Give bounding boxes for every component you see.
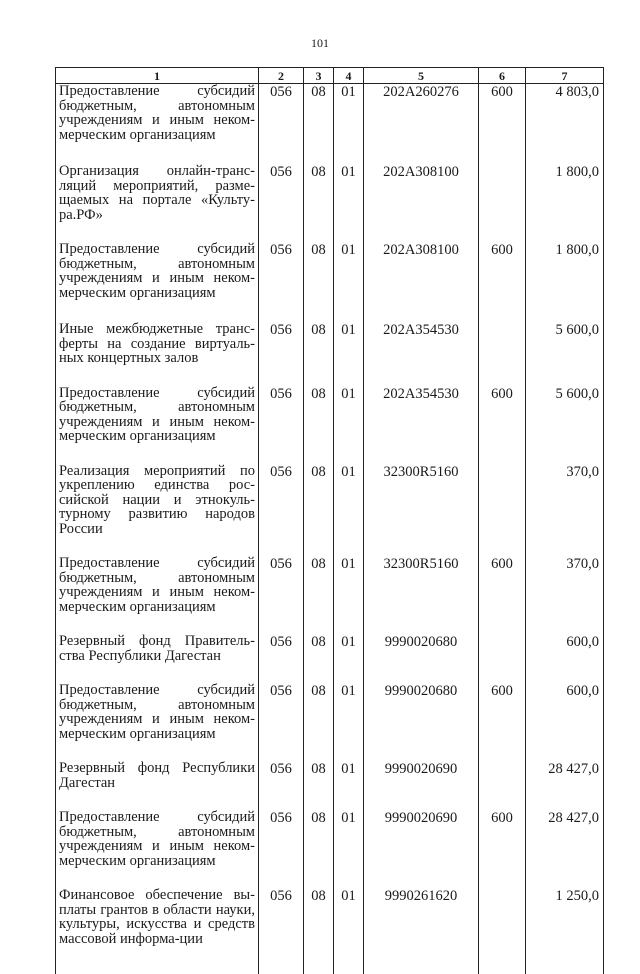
row-description: Предоставление субсидий бюджетным, автономным учреждениям и иным неком-мерческим организациям [56, 84, 259, 143]
spacer-cell [479, 222, 526, 242]
table-row [56, 810, 604, 868]
spacer-cell [364, 868, 479, 888]
subsection-code: 01 [334, 810, 364, 868]
spacer-cell [304, 536, 334, 556]
spacer-cell [526, 790, 604, 810]
subsection-code: 01 [334, 386, 364, 444]
spacer-cell [526, 366, 604, 386]
row-spacer [56, 222, 604, 242]
amount: 4 803,0 [526, 84, 604, 143]
spacer-cell [304, 741, 334, 761]
spacer-cell [479, 946, 526, 974]
spacer-cell [304, 300, 334, 322]
chapter-code: 056 [259, 634, 304, 663]
section-code: 08 [304, 683, 334, 741]
subsection-code: 01 [334, 322, 364, 366]
row-description: Предоставление субсидий бюджетным, автономным учреждениям и иным неком-мерческим организациям [56, 810, 259, 868]
amount: 28 427,0 [526, 810, 604, 868]
table-row [56, 761, 604, 790]
expense-type-code: 600 [479, 242, 526, 300]
spacer-cell [304, 790, 334, 810]
spacer-cell [364, 536, 479, 556]
spacer-cell [334, 142, 364, 164]
row-spacer [56, 444, 604, 464]
spacer-cell [526, 536, 604, 556]
spacer-cell [259, 444, 304, 464]
chapter-code: 056 [259, 242, 304, 300]
table-row [56, 464, 604, 537]
page-number: 101 [0, 36, 640, 51]
spacer-cell [56, 868, 259, 888]
spacer-cell [526, 222, 604, 242]
spacer-cell [56, 222, 259, 242]
section-code: 08 [304, 242, 334, 300]
column-header: 7 [526, 68, 604, 84]
spacer-cell [304, 366, 334, 386]
spacer-cell [56, 741, 259, 761]
target-article-code: 9990261620 [364, 888, 479, 946]
spacer-cell [304, 663, 334, 683]
expense-type-code [479, 634, 526, 663]
section-code: 08 [304, 634, 334, 663]
spacer-cell [479, 300, 526, 322]
spacer-cell [259, 142, 304, 164]
expense-type-code: 600 [479, 84, 526, 143]
spacer-cell [259, 663, 304, 683]
expense-type-code: 600 [479, 810, 526, 868]
target-article-code: 9990020690 [364, 761, 479, 790]
spacer-cell [259, 790, 304, 810]
expense-type-code [479, 322, 526, 366]
expense-type-code [479, 888, 526, 946]
amount: 370,0 [526, 464, 604, 537]
target-article-code: 202A354530 [364, 322, 479, 366]
row-spacer [56, 663, 604, 683]
spacer-cell [259, 536, 304, 556]
section-code: 08 [304, 164, 334, 222]
spacer-cell [56, 614, 259, 634]
row-spacer [56, 790, 604, 810]
spacer-cell [56, 366, 259, 386]
spacer-cell [526, 300, 604, 322]
spacer-cell [364, 300, 479, 322]
section-code: 08 [304, 556, 334, 614]
spacer-cell [364, 946, 479, 974]
table-body [56, 84, 604, 974]
table-row [56, 683, 604, 741]
table-row [56, 164, 604, 222]
row-spacer [56, 946, 604, 974]
row-spacer [56, 868, 604, 888]
column-header: 6 [479, 68, 526, 84]
spacer-cell [56, 300, 259, 322]
spacer-cell [56, 444, 259, 464]
spacer-cell [364, 663, 479, 683]
section-code: 08 [304, 386, 334, 444]
subsection-code: 01 [334, 888, 364, 946]
chapter-code: 056 [259, 386, 304, 444]
spacer-cell [479, 444, 526, 464]
amount: 600,0 [526, 634, 604, 663]
target-article-code: 32300R5160 [364, 556, 479, 614]
table-header-row [56, 68, 604, 84]
row-description: Организация онлайн-транс-ляций мероприятий, разме-щаемых на портале «Культу-ра.РФ» [56, 164, 259, 222]
amount: 5 600,0 [526, 386, 604, 444]
spacer-cell [304, 868, 334, 888]
spacer-cell [334, 868, 364, 888]
expense-type-code: 600 [479, 556, 526, 614]
budget-table [55, 67, 604, 974]
spacer-cell [259, 868, 304, 888]
table-row [56, 242, 604, 300]
target-article-code: 9990020680 [364, 634, 479, 663]
target-article-code: 202A260276 [364, 84, 479, 143]
row-description: Резервный фонд Республики Дагестан [56, 761, 259, 790]
table-row [56, 888, 604, 946]
spacer-cell [479, 868, 526, 888]
spacer-cell [479, 614, 526, 634]
spacer-cell [56, 663, 259, 683]
amount: 1 250,0 [526, 888, 604, 946]
row-spacer [56, 366, 604, 386]
spacer-cell [259, 614, 304, 634]
spacer-cell [334, 663, 364, 683]
target-article-code: 202A308100 [364, 164, 479, 222]
row-description: Предоставление субсидий бюджетным, автономным учреждениям и иным неком-мерческим организациям [56, 556, 259, 614]
expense-type-code [479, 164, 526, 222]
target-article-code: 202A308100 [364, 242, 479, 300]
row-description: Предоставление субсидий бюджетным, автономным учреждениям и иным неком-мерческим организациям [56, 242, 259, 300]
target-article-code: 202A354530 [364, 386, 479, 444]
table-row [56, 386, 604, 444]
spacer-cell [334, 300, 364, 322]
spacer-cell [479, 366, 526, 386]
chapter-code: 056 [259, 556, 304, 614]
amount: 28 427,0 [526, 761, 604, 790]
spacer-cell [526, 868, 604, 888]
table-row [56, 556, 604, 614]
amount: 1 800,0 [526, 242, 604, 300]
spacer-cell [304, 946, 334, 974]
row-description: Финансовое обеспечение вы-платы грантов в области науки, культуры, искусства и средств массовой информа-ции [56, 888, 259, 946]
spacer-cell [304, 444, 334, 464]
section-code: 08 [304, 322, 334, 366]
spacer-cell [526, 663, 604, 683]
chapter-code: 056 [259, 164, 304, 222]
spacer-cell [56, 790, 259, 810]
row-description: Реализация мероприятий по укреплению единства рос-сийской нации и этнокуль-турному развитию народов России [56, 464, 259, 537]
amount: 1 800,0 [526, 164, 604, 222]
spacer-cell [56, 946, 259, 974]
spacer-cell [334, 790, 364, 810]
spacer-cell [526, 444, 604, 464]
row-spacer [56, 300, 604, 322]
section-code: 08 [304, 888, 334, 946]
table-row [56, 634, 604, 663]
spacer-cell [364, 142, 479, 164]
spacer-cell [364, 222, 479, 242]
spacer-cell [334, 444, 364, 464]
spacer-cell [334, 536, 364, 556]
spacer-cell [364, 614, 479, 634]
section-code: 08 [304, 761, 334, 790]
row-spacer [56, 142, 604, 164]
spacer-cell [364, 366, 479, 386]
spacer-cell [56, 536, 259, 556]
column-header: 4 [334, 68, 364, 84]
spacer-cell [259, 946, 304, 974]
chapter-code: 056 [259, 888, 304, 946]
spacer-cell [479, 790, 526, 810]
subsection-code: 01 [334, 683, 364, 741]
row-description: Иные межбюджетные транс-ферты на создание виртуаль-ных концертных залов [56, 322, 259, 366]
subsection-code: 01 [334, 164, 364, 222]
row-description: Резервный фонд Правитель-ства Республики Дагестан [56, 634, 259, 663]
chapter-code: 056 [259, 683, 304, 741]
section-code: 08 [304, 464, 334, 537]
spacer-cell [334, 946, 364, 974]
expense-type-code [479, 464, 526, 537]
subsection-code: 01 [334, 634, 364, 663]
target-article-code: 32300R5160 [364, 464, 479, 537]
spacer-cell [479, 741, 526, 761]
chapter-code: 056 [259, 464, 304, 537]
expense-type-code: 600 [479, 683, 526, 741]
column-header: 5 [364, 68, 479, 84]
spacer-cell [334, 366, 364, 386]
spacer-cell [304, 142, 334, 164]
subsection-code: 01 [334, 761, 364, 790]
row-spacer [56, 741, 604, 761]
spacer-cell [364, 741, 479, 761]
spacer-cell [259, 300, 304, 322]
section-code: 08 [304, 810, 334, 868]
expense-type-code [479, 761, 526, 790]
spacer-cell [259, 222, 304, 242]
row-spacer [56, 536, 604, 556]
column-header: 1 [56, 68, 259, 84]
chapter-code: 056 [259, 761, 304, 790]
spacer-cell [56, 142, 259, 164]
chapter-code: 056 [259, 84, 304, 143]
amount: 5 600,0 [526, 322, 604, 366]
subsection-code: 01 [334, 556, 364, 614]
amount: 370,0 [526, 556, 604, 614]
spacer-cell [259, 366, 304, 386]
spacer-cell [526, 614, 604, 634]
table-row [56, 322, 604, 366]
spacer-cell [526, 946, 604, 974]
spacer-cell [334, 741, 364, 761]
row-description: Предоставление субсидий бюджетным, автономным учреждениям и иным неком-мерческим организациям [56, 386, 259, 444]
row-description: Предоставление субсидий бюджетным, автономным учреждениям и иным неком-мерческим организациям [56, 683, 259, 741]
spacer-cell [304, 614, 334, 634]
spacer-cell [479, 663, 526, 683]
spacer-cell [259, 741, 304, 761]
spacer-cell [364, 790, 479, 810]
row-spacer [56, 614, 604, 634]
target-article-code: 9990020680 [364, 683, 479, 741]
subsection-code: 01 [334, 242, 364, 300]
section-code: 08 [304, 84, 334, 143]
spacer-cell [364, 444, 479, 464]
chapter-code: 056 [259, 322, 304, 366]
spacer-cell [479, 142, 526, 164]
spacer-cell [334, 222, 364, 242]
spacer-cell [304, 222, 334, 242]
amount: 600,0 [526, 683, 604, 741]
subsection-code: 01 [334, 84, 364, 143]
column-header: 2 [259, 68, 304, 84]
spacer-cell [334, 614, 364, 634]
spacer-cell [526, 741, 604, 761]
spacer-cell [526, 142, 604, 164]
column-header: 3 [304, 68, 334, 84]
subsection-code: 01 [334, 464, 364, 537]
target-article-code: 9990020690 [364, 810, 479, 868]
chapter-code: 056 [259, 810, 304, 868]
spacer-cell [479, 536, 526, 556]
expense-type-code: 600 [479, 386, 526, 444]
table-row [56, 84, 604, 143]
